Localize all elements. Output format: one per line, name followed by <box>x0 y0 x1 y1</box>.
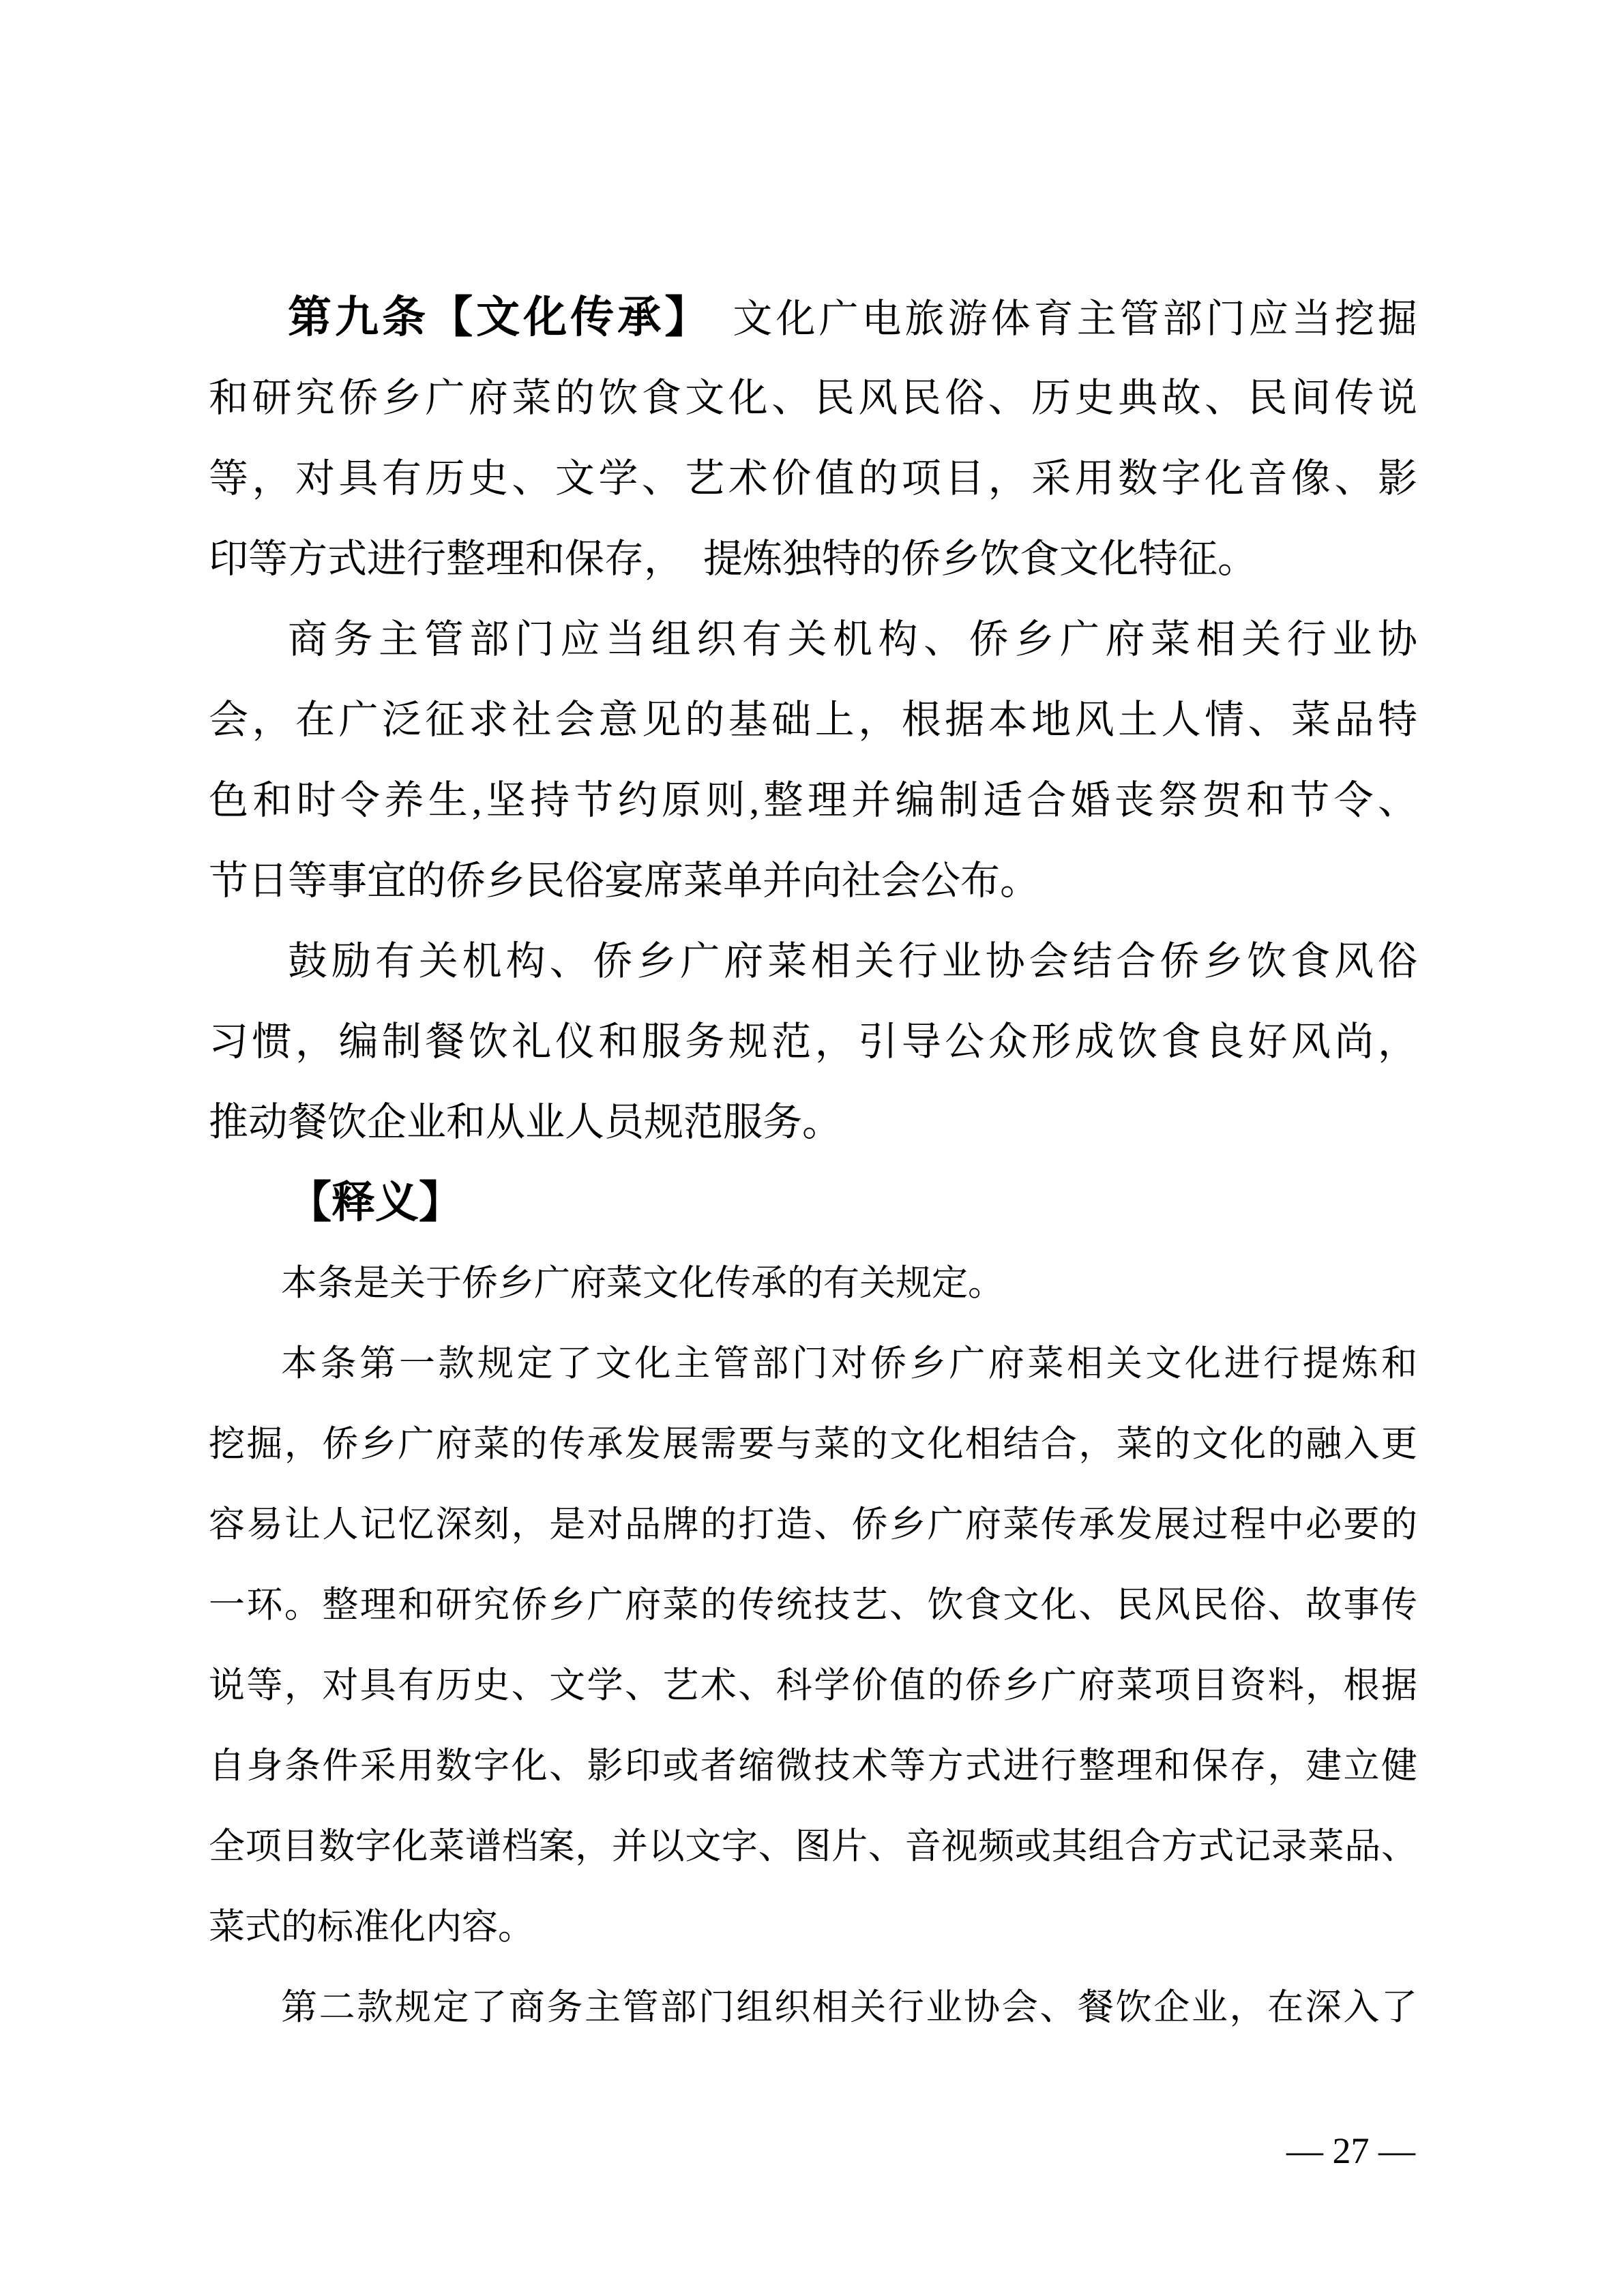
article-line-7: 色和时令养生,坚持节约原则,整理并编制适合婚丧祭贺和节令、 <box>209 778 1417 822</box>
shiyi-heading <box>209 1163 1417 1243</box>
commentary-line-1: 本条是关于侨乡广府菜文化传承的有关规定。 <box>281 1264 1004 1303</box>
commentary-line-6: 说等，对具有历史、文学、艺术、科学价值的侨乡广府菜项目资料，根据 <box>209 1666 1417 1705</box>
article-line-9: 鼓励有关机构、侨乡广府菜相关行业协会结合侨乡饮食风俗 <box>288 939 1417 983</box>
article-line-2: 和研究侨乡广府菜的饮食文化、民风民俗、历史典故、民间传说 <box>209 376 1417 420</box>
article-line-3: 等，对具有历史、文学、艺术价值的项目，采用数字化音像、影 <box>209 456 1417 501</box>
commentary-line-10: 第二款规定了商务主管部门组织相关行业协会、餐饮企业，在深入了 <box>281 1988 1417 2027</box>
article-line-5: 商务主管部门应当组织有关机构、侨乡广府菜相关行业协 <box>288 617 1417 661</box>
page-number: — 27 — <box>1286 2130 1415 2171</box>
commentary-line-3: 挖掘，侨乡广府菜的传承发展需要与菜的文化相结合，菜的文化的融入更 <box>209 1425 1417 1464</box>
article-line-1-text: 文化广电旅游体育主管部门应当挖掘 <box>690 297 1417 341</box>
article-line-1 <box>209 278 1417 358</box>
commentary-line-9: 菜式的标准化内容。 <box>209 1907 534 1947</box>
shiyi-label: 【释义】 <box>288 1178 462 1227</box>
commentary-line-7: 自身条件采用数字化、影印或者缩微技术等方式进行整理和保存，建立健 <box>209 1746 1417 1786</box>
article-number-title-label: 第九条【文化传承】 <box>288 293 690 342</box>
article-line-8: 节日等事宜的侨乡民俗宴席菜单并向社会公布。 <box>209 859 1040 903</box>
article-text-block <box>209 278 1417 2048</box>
commentary-line-5: 一环。整理和研究侨乡广府菜的传统技艺、饮食文化、民风民俗、故事传 <box>209 1585 1417 1625</box>
article-line-4: 印等方式进行整理和保存， 提炼独特的侨乡饮食文化特征。 <box>209 537 1258 581</box>
commentary-line-2: 本条第一款规定了文化主管部门对侨乡广府菜相关文化进行提炼和 <box>281 1344 1417 1384</box>
article-line-11: 推动餐饮企业和从业人员规范服务。 <box>209 1100 842 1144</box>
commentary-line-8: 全项目数字化菜谱档案，并以文字、图片、音视频或其组合方式记录菜品、 <box>209 1827 1417 1866</box>
article-line-10: 习惯，编制餐饮礼仪和服务规范，引导公众形成饮食良好风尚， <box>209 1019 1417 1064</box>
article-line-6: 会，在广泛征求社会意见的基础上，根据本地风土人情、菜品特 <box>209 698 1417 742</box>
commentary-line-4: 容易让人记忆深刻，是对品牌的打造、侨乡广府菜传承发展过程中必要的 <box>209 1505 1417 1545</box>
